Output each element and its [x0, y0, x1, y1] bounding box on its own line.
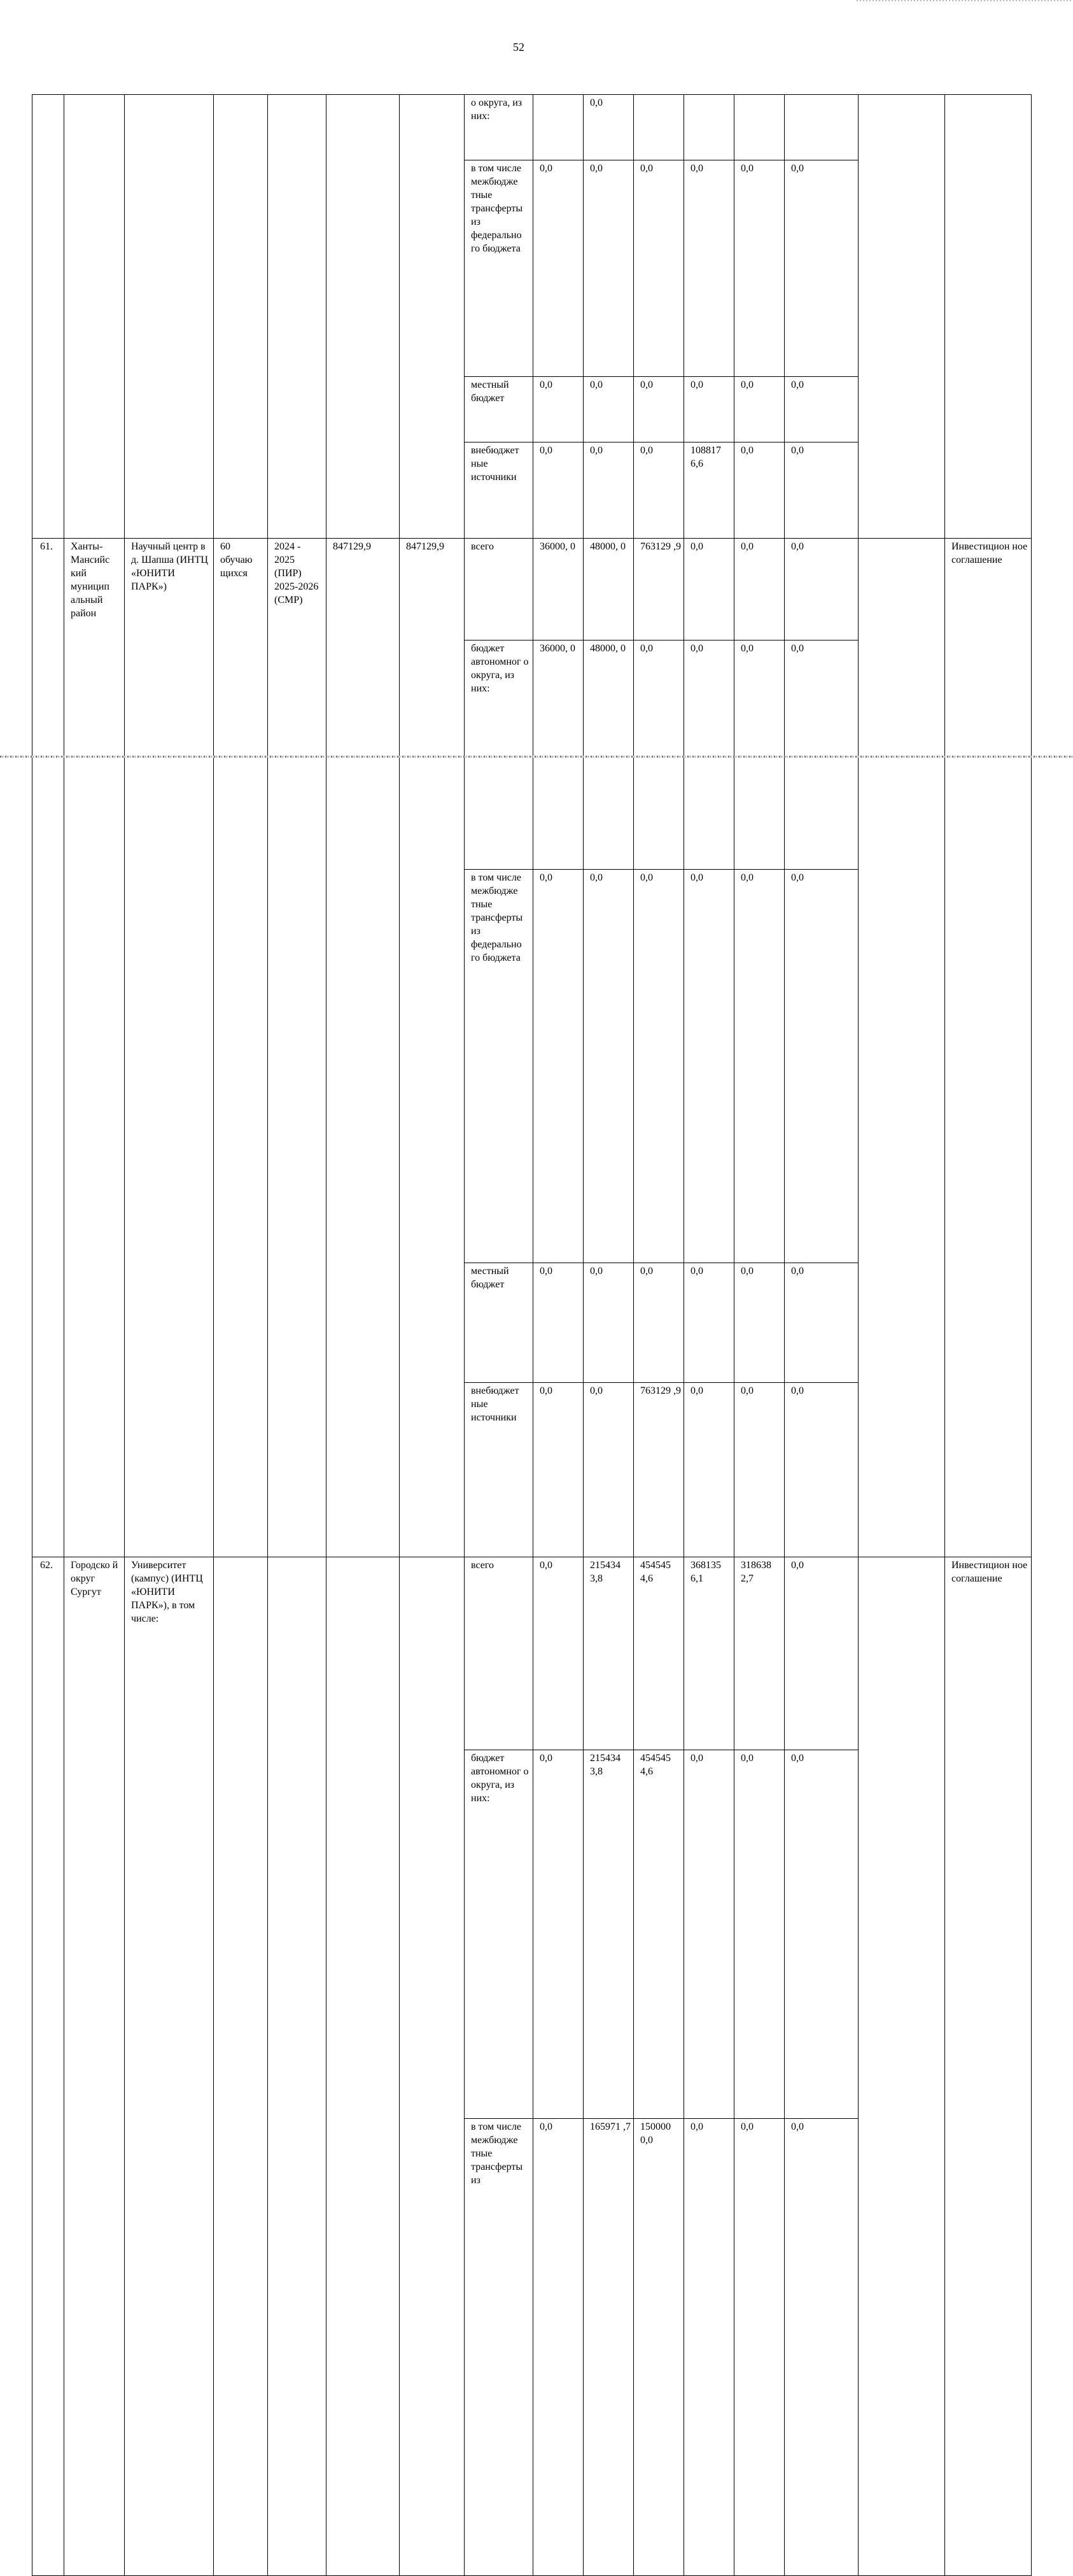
value-cell: 454545 4,6	[634, 1557, 684, 1750]
empty-cell	[32, 95, 64, 539]
value-cell: 0,0	[785, 1263, 859, 1382]
value-cell: 0,0	[634, 1263, 684, 1382]
value-cell: 0,0	[734, 869, 785, 1263]
mechanism-cell: Инвестицион ное соглашение	[945, 539, 1032, 1557]
value-cell: 0,0	[684, 1263, 734, 1382]
empty-cell	[859, 95, 945, 539]
period-cell	[268, 1557, 326, 2576]
value-cell: 165971 ,7	[584, 2119, 634, 2576]
period-cell: 2024 - 2025 (ПИР) 2025-2026 (СМР)	[268, 539, 326, 1557]
value-cell: 0,0	[634, 869, 684, 1263]
value-cell	[684, 95, 734, 160]
value-cell: 0,0	[584, 95, 634, 160]
value-cell: 0,0	[785, 376, 859, 442]
value-cell: 0,0	[533, 1557, 584, 1750]
table-row-62	[32, 1557, 1032, 1750]
value-cell: 0,0	[584, 376, 634, 442]
row-number-cell: 61.	[32, 539, 64, 1557]
funding-source-cell: местный бюджет	[465, 376, 533, 442]
scan-artifact-top	[857, 0, 1073, 1]
value-cell: 0,0	[533, 1263, 584, 1382]
value-cell	[533, 95, 584, 160]
value-cell: 0,0	[734, 442, 785, 539]
value-cell: 454545 4,6	[634, 1750, 684, 2118]
empty-cell	[326, 95, 400, 539]
funding-source-cell: всего	[465, 539, 533, 640]
page-number: 52	[513, 41, 524, 53]
municipality-cell: Ханты-Мансийс кий муницип альный район	[64, 539, 125, 1557]
object-cell: Научный центр в д. Шапша (ИНТЦ «ЮНИТИ ПАРК»)	[125, 539, 214, 1557]
value-cell: 0,0	[734, 1263, 785, 1382]
funding-source-cell: о округа, из них:	[465, 95, 533, 160]
value-cell: 0,0	[584, 869, 634, 1263]
value-cell: 0,0	[734, 1382, 785, 1557]
empty-cell	[214, 95, 268, 539]
value-cell: 0,0	[684, 1750, 734, 2118]
value-cell: 0,0	[734, 160, 785, 377]
value-cell: 36000, 0	[533, 640, 584, 869]
funding-source-cell: в том числе межбюдже тные трансферты из	[465, 2119, 533, 2576]
funding-source-cell: местный бюджет	[465, 1263, 533, 1382]
municipality-cell: Городско й округ Сургут	[64, 1557, 125, 2576]
value-cell: 150000 0,0	[634, 2119, 684, 2576]
remaining-cost-cell	[400, 1557, 465, 2576]
value-cell: 215434 3,8	[584, 1557, 634, 1750]
value-cell: 0,0	[584, 442, 634, 539]
value-cell: 0,0	[684, 376, 734, 442]
capacity-cell: 60 обучаю щихся	[214, 539, 268, 1557]
value-cell: 0,0	[785, 2119, 859, 2576]
row-number-cell: 62.	[32, 1557, 64, 2576]
scan-artifact-bottom	[0, 756, 1073, 758]
value-cell: 0,0	[684, 539, 734, 640]
empty-cell	[400, 95, 465, 539]
value-cell: 108817 6,6	[684, 442, 734, 539]
value-cell	[734, 95, 785, 160]
value-cell: 0,0	[684, 869, 734, 1263]
value-cell: 0,0	[785, 1382, 859, 1557]
mechanism-cell: Инвестицион ное соглашение	[945, 1557, 1032, 2576]
value-cell: 0,0	[684, 640, 734, 869]
value-cell: 0,0	[684, 2119, 734, 2576]
value-cell: 0,0	[734, 539, 785, 640]
funding-source-cell: в том числе межбюдже тные трансферты из федерально го бюджета	[465, 160, 533, 377]
empty-cell	[859, 1557, 945, 2576]
empty-cell	[64, 95, 125, 539]
capacity-cell	[214, 1557, 268, 2576]
value-cell	[634, 95, 684, 160]
value-cell: 0,0	[634, 442, 684, 539]
table-row	[32, 95, 1032, 160]
value-cell: 0,0	[634, 160, 684, 377]
funding-source-cell: в том числе межбюдже тные трансферты из федерально го бюджета	[465, 869, 533, 1263]
value-cell: 0,0	[533, 376, 584, 442]
value-cell	[785, 95, 859, 160]
funding-source-cell: бюджет автономног о округа, из них:	[465, 1750, 533, 2118]
object-cell: Университет (кампус) (ИНТЦ «ЮНИТИ ПАРК»), в том числе:	[125, 1557, 214, 2576]
value-cell: 0,0	[634, 376, 684, 442]
table-row-61	[32, 539, 1032, 640]
value-cell: 48000, 0	[584, 539, 634, 640]
value-cell: 0,0	[734, 1750, 785, 2118]
value-cell: 0,0	[533, 869, 584, 1263]
value-cell: 36000, 0	[533, 539, 584, 640]
value-cell: 0,0	[785, 442, 859, 539]
empty-cell	[268, 95, 326, 539]
value-cell: 0,0	[785, 539, 859, 640]
value-cell: 215434 3,8	[584, 1750, 634, 2118]
value-cell: 0,0	[785, 869, 859, 1263]
value-cell: 0,0	[785, 160, 859, 377]
value-cell: 318638 2,7	[734, 1557, 785, 1750]
empty-cell	[859, 539, 945, 1557]
value-cell: 0,0	[785, 640, 859, 869]
value-cell: 0,0	[785, 1557, 859, 1750]
empty-cell	[945, 95, 1032, 539]
remaining-cost-cell: 847129,9	[400, 539, 465, 1557]
value-cell: 763129 ,9	[634, 1382, 684, 1557]
value-cell: 0,0	[734, 2119, 785, 2576]
value-cell: 0,0	[584, 160, 634, 377]
value-cell: 0,0	[634, 640, 684, 869]
funding-source-cell: внебюджет ные источники	[465, 1382, 533, 1557]
value-cell: 0,0	[734, 640, 785, 869]
value-cell: 368135 6,1	[684, 1557, 734, 1750]
value-cell: 763129 ,9	[634, 539, 684, 640]
value-cell: 48000, 0	[584, 640, 634, 869]
value-cell: 0,0	[533, 442, 584, 539]
budget-table	[32, 94, 1032, 2576]
cost-cell	[326, 1557, 400, 2576]
value-cell: 0,0	[533, 1382, 584, 1557]
value-cell: 0,0	[785, 1750, 859, 2118]
value-cell: 0,0	[684, 1382, 734, 1557]
empty-cell	[125, 95, 214, 539]
cost-cell: 847129,9	[326, 539, 400, 1557]
funding-source-cell: внебюджет ные источники	[465, 442, 533, 539]
funding-source-cell: всего	[465, 1557, 533, 1750]
funding-source-cell: бюджет автономног о округа, из них:	[465, 640, 533, 869]
value-cell: 0,0	[584, 1382, 634, 1557]
value-cell: 0,0	[533, 160, 584, 377]
value-cell: 0,0	[533, 1750, 584, 2118]
value-cell: 0,0	[684, 160, 734, 377]
value-cell: 0,0	[734, 376, 785, 442]
value-cell: 0,0	[533, 2119, 584, 2576]
value-cell: 0,0	[584, 1263, 634, 1382]
